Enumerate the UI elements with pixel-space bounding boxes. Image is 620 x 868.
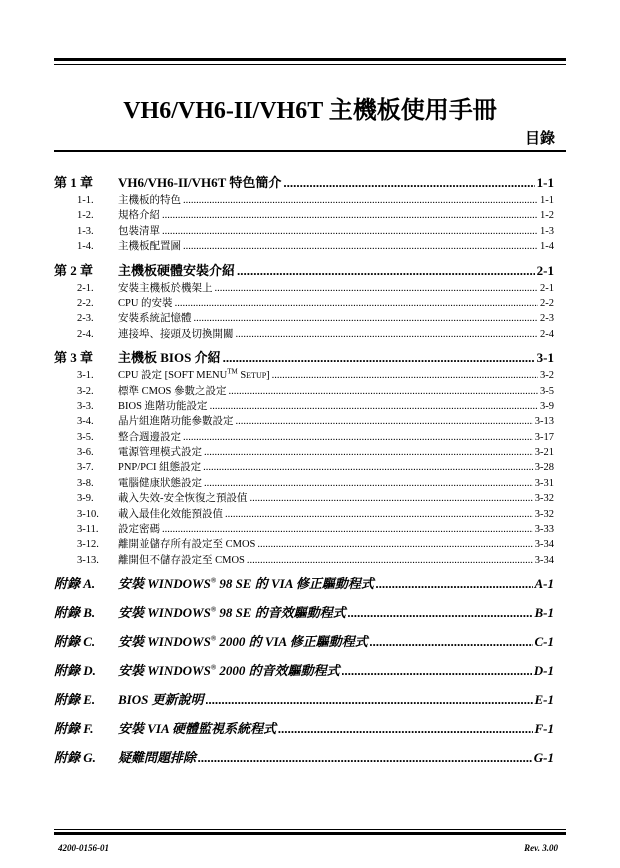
page-number: 3-31 (534, 477, 554, 489)
page-title: VH6/VH6-II/VH6T 主機板使用手冊 (123, 98, 497, 124)
page-number: 1-1 (536, 175, 554, 190)
toc-item-3-11[interactable] (54, 521, 554, 536)
toc-item-3-5[interactable] (54, 429, 554, 444)
item-number: 2-2. (77, 297, 94, 309)
chapter-title: 主機板 BIOS 介紹 (118, 350, 221, 366)
page-number: 3-5 (540, 385, 554, 397)
toc-item-3-10[interactable] (54, 506, 554, 521)
item-number: 1-4. (77, 241, 94, 253)
page-number: 3-34 (534, 554, 554, 566)
dot-leader (348, 605, 533, 621)
toc-item-1-4[interactable] (54, 238, 554, 253)
page-number: C-1 (534, 634, 554, 650)
toc-appendix-b[interactable] (54, 602, 554, 631)
dot-leader (162, 210, 538, 221)
page-number: 2-2 (540, 297, 554, 309)
trademark-mark: TM (227, 367, 238, 376)
item-number: 3-1. (77, 370, 94, 382)
item-number: 2-1. (77, 282, 94, 294)
dot-leader (175, 298, 538, 309)
dot-leader (204, 478, 533, 489)
registered-mark: ® (210, 634, 217, 643)
toc-item-3-13[interactable] (54, 552, 554, 567)
item-title: 離開並儲存所有設定至 CMOS (118, 539, 256, 551)
item-number: 3-11. (77, 524, 99, 536)
appendix-title: 安裝 WINDOWS® 98 SE 的 VIA 修正驅動程式 (118, 576, 374, 592)
dot-leader (229, 386, 538, 397)
title-rule (54, 150, 566, 152)
dot-leader (162, 524, 533, 535)
page-subtitle: 目錄 (524, 131, 555, 147)
chapter-number: 第 2 章 (54, 262, 94, 278)
dot-leader (215, 283, 539, 294)
appendix-title: BIOS 更新說明 (118, 692, 204, 708)
dot-leader (376, 576, 533, 592)
appendix-number: 附錄 D. (54, 663, 96, 679)
dot-leader (247, 555, 533, 566)
item-number: 2-3. (77, 313, 94, 325)
page-number: D-1 (533, 663, 554, 679)
chapter-title: 主機板硬體安裝介紹 (118, 262, 236, 278)
toc-item-2-2[interactable] (54, 295, 554, 310)
dot-leader (342, 663, 532, 679)
page-number: 2-1 (540, 282, 554, 294)
item-title: 載入失效-安全恢復之預設值 (118, 493, 248, 505)
appendix-number: 附錄 B. (54, 605, 96, 621)
item-title: 規格介紹 (118, 210, 160, 222)
chapter-number: 第 3 章 (54, 350, 94, 366)
item-number: 3-7. (77, 462, 94, 474)
item-number: 3-5. (77, 431, 94, 443)
chapter-title: VH6/VH6-II/VH6T 特色簡介 (118, 175, 282, 190)
item-number: 1-3. (77, 225, 94, 237)
page-number: 3-32 (534, 508, 554, 520)
page-number: F-1 (534, 721, 554, 737)
toc-chapter-3[interactable] (54, 347, 554, 367)
item-number: 3-2. (77, 385, 94, 397)
page-number: 3-2 (540, 370, 554, 382)
appendix-title: 疑難問題排除 (118, 750, 197, 766)
dot-leader (236, 416, 533, 427)
toc-chapter-1[interactable] (54, 172, 554, 192)
toc-item-2-4[interactable] (54, 326, 554, 341)
item-number: 3-4. (77, 416, 94, 428)
item-title: 主機板配置圖 (118, 241, 181, 253)
item-title: 包裝清單 (118, 225, 160, 237)
page-number: 1-2 (540, 210, 554, 222)
page-number: 3-21 (534, 447, 554, 459)
registered-mark: ® (210, 663, 217, 672)
appendix-title: 安裝 WINDOWS® 98 SE 的音效驅動程式 (118, 605, 346, 621)
top-rule-thick (54, 58, 566, 61)
toc-item-3-1[interactable] (54, 367, 554, 382)
item-title: 連接埠、接頭及切換開關 (118, 328, 234, 340)
item-title: CPU 的安裝 (118, 297, 173, 309)
item-title: 主機板的特色 (118, 195, 181, 206)
item-title: CPU 設定 [SOFT MENU™ SETUP] (118, 367, 270, 382)
appendix-number: 附錄 E. (54, 692, 96, 708)
registered-mark: ® (210, 576, 217, 585)
toc-item-3-2[interactable] (54, 383, 554, 398)
toc-appendix-f[interactable] (54, 718, 554, 747)
item-title: 標準 CMOS 參數之設定 (118, 385, 227, 397)
page-number: 3-32 (534, 493, 554, 505)
toc-item-2-3[interactable] (54, 310, 554, 325)
page-number: 3-17 (534, 431, 554, 443)
revision-number: Rev. 3.00 (524, 843, 558, 853)
item-title: 載入最佳化效能預設值 (118, 508, 223, 520)
toc-appendix-c[interactable] (54, 631, 554, 660)
item-title: 晶片組進階功能參數設定 (118, 416, 234, 428)
item-title: 安裝系統記憶體 (118, 313, 192, 325)
toc-appendix-g[interactable] (54, 747, 554, 776)
dot-leader (250, 493, 533, 504)
registered-mark: ® (210, 605, 217, 614)
item-title: 安裝主機板於機架上 (118, 282, 213, 294)
page-number: 3-28 (534, 462, 554, 474)
item-number: 1-1. (77, 195, 94, 206)
dot-leader (236, 329, 539, 340)
page-number: 2-3 (540, 313, 554, 325)
toc-item-3-7[interactable] (54, 459, 554, 474)
dot-leader (210, 401, 538, 412)
toc-chapter-2[interactable] (54, 260, 554, 280)
toc-item-3-6[interactable] (54, 444, 554, 459)
dot-leader (283, 175, 534, 191)
page-number: 3-9 (540, 400, 554, 412)
appendix-title: 安裝 VIA 硬體監視系統程式 (118, 721, 277, 737)
item-title: PNP/PCI 組態設定 (118, 462, 202, 474)
dot-leader (183, 195, 538, 206)
page-number: 3-1 (536, 350, 554, 366)
dot-leader (370, 634, 533, 650)
item-title: 離開但不儲存設定至 CMOS (118, 554, 245, 566)
item-number: 3-9. (77, 493, 94, 505)
item-number: 3-8. (77, 477, 94, 489)
dot-leader (183, 241, 538, 252)
bottom-rule-thin (54, 829, 566, 830)
toc-item-3-4[interactable] (54, 413, 554, 428)
table-of-contents (54, 172, 554, 776)
toc-item-3-9[interactable] (54, 490, 554, 505)
dot-leader (257, 539, 532, 550)
toc-item-1-2[interactable] (54, 207, 554, 222)
item-number: 1-2. (77, 210, 94, 222)
item-title: 電腦健康狀態設定 (118, 477, 202, 489)
page-number: 2-1 (536, 262, 554, 278)
dot-leader (272, 370, 538, 381)
toc-item-1-1[interactable] (54, 192, 554, 207)
toc-item-3-8[interactable] (54, 475, 554, 490)
appendix-number: 附錄 A. (54, 576, 96, 592)
item-number: 2-4. (77, 328, 94, 340)
page-number: E-1 (534, 692, 554, 708)
toc-item-3-12[interactable] (54, 536, 554, 551)
page-number: 3-34 (534, 539, 554, 551)
page-number: 1-4 (540, 241, 554, 253)
toc-item-1-3[interactable] (54, 223, 554, 238)
dot-leader (194, 313, 539, 324)
page-number: 1-3 (540, 225, 554, 237)
dot-leader (237, 263, 535, 279)
appendix-title: 安裝 WINDOWS® 2000 的 VIA 修正驅動程式 (118, 634, 368, 650)
dot-leader (278, 721, 532, 737)
page-number: 1-1 (540, 195, 554, 206)
appendix-title: 安裝 WINDOWS® 2000 的音效驅動程式 (118, 663, 340, 679)
page-number: 2-4 (540, 328, 554, 340)
page-number: G-1 (533, 750, 554, 766)
item-number: 3-3. (77, 400, 94, 412)
toc-item-3-3[interactable] (54, 398, 554, 413)
item-title: 整合週邊設定 (118, 431, 181, 443)
appendix-number: 附錄 F. (54, 721, 94, 737)
toc-appendix-d[interactable] (54, 660, 554, 689)
item-number: 3-12. (77, 539, 99, 551)
top-rule-thin (54, 64, 566, 65)
dot-leader (162, 226, 538, 237)
page-number: B-1 (534, 605, 554, 621)
chapter-number: 第 1 章 (54, 175, 94, 190)
item-title: 電源管理模式設定 (118, 447, 202, 459)
page-number: A-1 (534, 576, 554, 592)
bottom-rule-thick (54, 832, 566, 835)
item-title: BIOS 進階功能設定 (118, 400, 208, 412)
item-number: 3-13. (77, 554, 99, 566)
item-number: 3-10. (77, 508, 99, 520)
dot-leader (225, 509, 533, 520)
toc-appendix-a[interactable] (54, 573, 554, 602)
dot-leader (206, 692, 533, 708)
toc-appendix-e[interactable] (54, 689, 554, 718)
dot-leader (203, 462, 533, 473)
dot-leader (223, 350, 535, 366)
dot-leader (183, 432, 533, 443)
dot-leader (204, 447, 533, 458)
item-title: 設定密碼 (118, 524, 160, 536)
document-number: 4200-0156-01 (58, 843, 109, 853)
item-number: 3-6. (77, 447, 94, 459)
appendix-number: 附錄 C. (54, 634, 96, 650)
toc-item-2-1[interactable] (54, 280, 554, 295)
appendix-number: 附錄 G. (54, 750, 96, 766)
page-number: 3-13 (534, 416, 554, 428)
page-number: 3-33 (534, 524, 554, 536)
dot-leader (198, 750, 532, 766)
